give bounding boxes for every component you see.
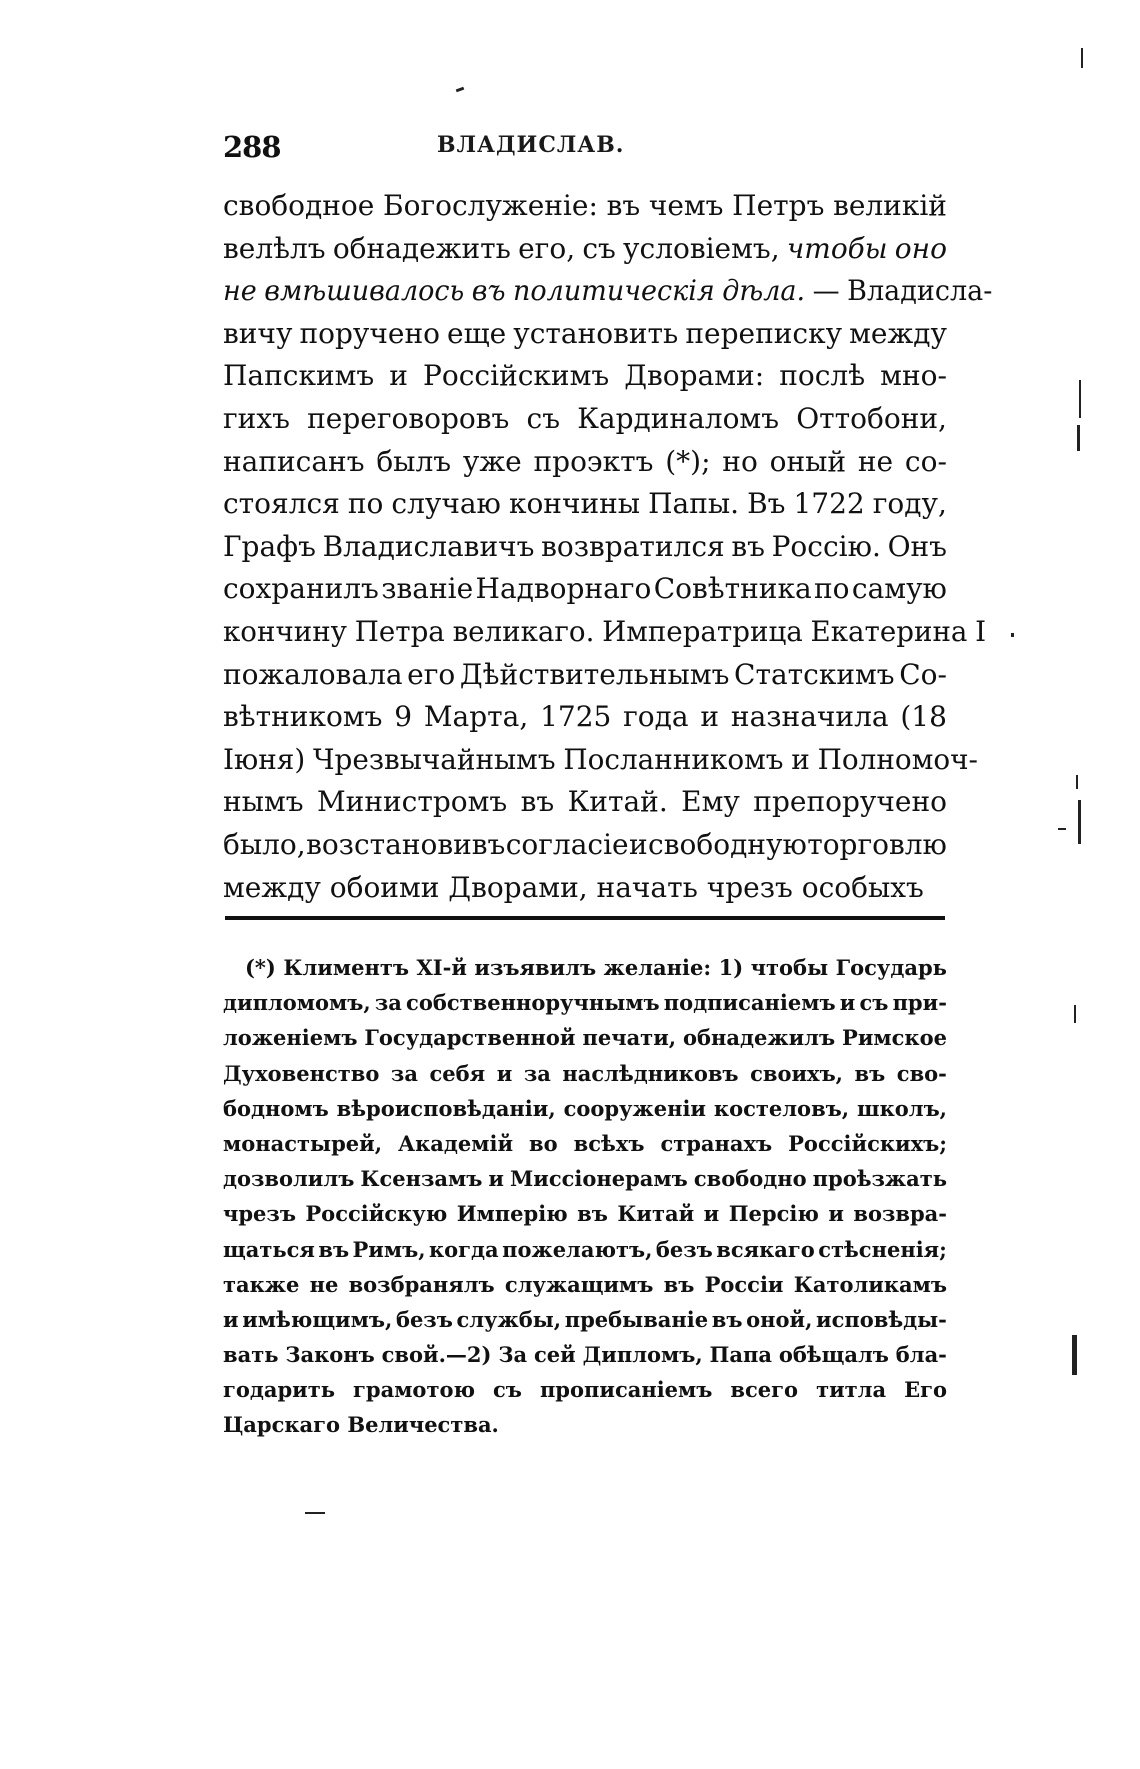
scan-speck <box>1072 1335 1077 1375</box>
footnote-line: щаться въ Римъ, когда пожелаютъ, безъ всякаго стѣсненія; <box>223 1236 947 1262</box>
text-line: не вмѣшивалось въ политическія дѣла. — Владисла- <box>223 274 993 308</box>
footnote-line: чрезъ Россійскую Имперію въ Китай и Персію и возвра- <box>223 1201 947 1227</box>
text-line: Папскимъ и Россійскимъ Дворами: послѣ мно- <box>223 359 947 393</box>
scan-speck <box>1079 380 1081 418</box>
text-line: велѣлъ обнадежить его, съ условіемъ, чтобы оно <box>223 231 947 265</box>
scan-speck <box>305 1512 325 1514</box>
text-line: стоялся по случаю кончины Папы. Въ 1722 году, <box>223 487 947 521</box>
text-line: написанъ былъ уже проэктъ (*); но оный не со- <box>223 444 947 478</box>
footnote-line: Духовенство за себя и за наслѣдниковъ своихъ, въ сво- <box>223 1060 947 1086</box>
footnote-line: дипломомъ, за собственноручнымъ подписаніемъ и съ при- <box>223 990 947 1016</box>
scan-speck <box>1058 828 1066 830</box>
footnote-line: Царскаго Величества. <box>223 1412 499 1438</box>
text-line: Іюня) Чрезвычайнымъ Посланникомъ и Полномоч- <box>223 742 978 776</box>
footnote-line: ложеніемъ Государственной печати, обнадежилъ Римское <box>223 1025 947 1051</box>
text-line: сохранилъ званіе Надворнаго Совѣтника по самую <box>223 572 947 606</box>
footnote-line: также не возбранялъ служащимъ въ Россіи Католикамъ <box>223 1271 947 1297</box>
footnote-line: годарить грамотою съ прописаніемъ всего титла Его <box>223 1377 947 1403</box>
text-line: между обоими Дворами, начать чрезъ особыхъ <box>223 870 924 904</box>
scan-speck <box>1074 1005 1076 1023</box>
text-line: Графъ Владиславичъ возвратился въ Россію. Онъ <box>223 529 947 563</box>
footnote-line: дозволилъ Ксензамъ и Миссіонерамъ свободно проѣзжать <box>223 1166 947 1192</box>
scan-speck <box>1078 800 1081 844</box>
scan-speck <box>1077 425 1080 451</box>
footnote-line: бодномъ вѣроисповѣданіи, сооруженіи костеловъ, школъ, <box>223 1095 947 1121</box>
footnote-line: (*) Климентъ XI-й изъявилъ желаніе: 1) чтобы Государь <box>245 955 947 980</box>
page-number: 288 <box>223 130 281 164</box>
main-text-block <box>223 189 993 913</box>
scan-speck <box>1011 633 1014 637</box>
footnote-separator-rule <box>225 916 945 920</box>
page-header <box>223 130 943 170</box>
text-line: пожаловала его Дѣйствительнымъ Статскимъ Со- <box>223 657 947 691</box>
footnote-line: и имѣющимъ, безъ службы, пребываніе въ оной, исповѣды- <box>223 1306 947 1332</box>
footnote-block <box>223 955 947 1448</box>
text-line: свободное Богослуженіе: въ чемъ Петръ великій <box>223 189 947 222</box>
running-head: ВЛАДИСЛАВ. <box>437 132 625 158</box>
footnote-line: монастырей, Академій во всѣхъ странахъ Россійскихъ; <box>223 1130 947 1156</box>
scan-speck <box>456 87 465 93</box>
scan-speck <box>1081 48 1083 68</box>
text-line: нымъ Министромъ въ Китай. Ему препоручено <box>223 785 947 819</box>
scan-speck <box>1076 775 1078 789</box>
text-line: вѣтникомъ 9 Марта, 1725 года и назначила (18 <box>223 700 947 734</box>
text-line: было, возстановивъ согласіе и свободную торговлю <box>223 827 947 861</box>
footnote-line: вать Законъ свой.—2) За сей Дипломъ, Папа обѣщалъ бла- <box>223 1342 947 1368</box>
text-line: гихъ переговоровъ съ Кардиналомъ Оттобони, <box>223 401 947 435</box>
text-line: вичу поручено еще установить переписку между <box>223 316 947 350</box>
text-line: кончину Петра великаго. Императрица Екатерина I <box>223 614 987 648</box>
